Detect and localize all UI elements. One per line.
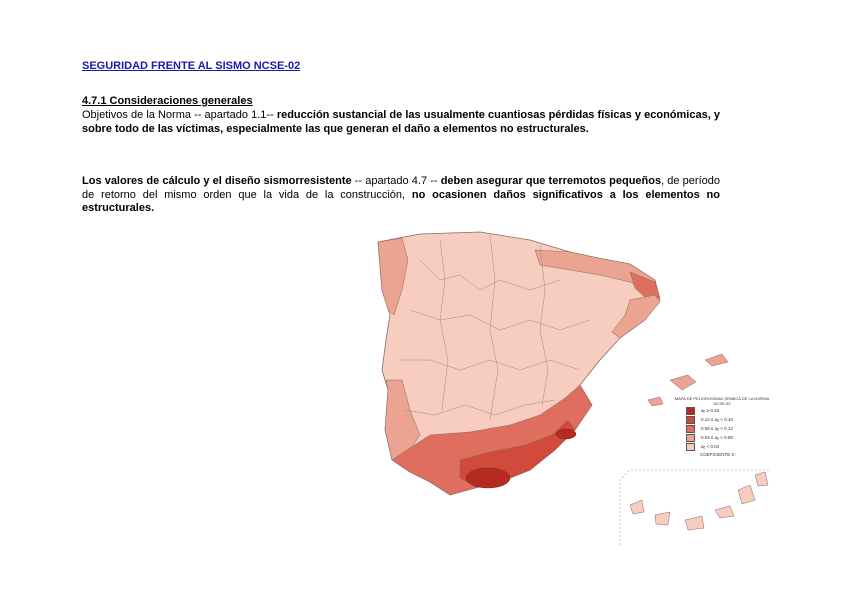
murcia-max-zone: [556, 429, 576, 439]
legend-coefficient: COEFICIENTE K:: [700, 452, 736, 457]
paragraph-objectives: [82, 109, 720, 136]
legend-label: aᵦ < 0.04: [701, 444, 720, 449]
design-bold-3: no ocasionen daños significativos a los elementos no estructurales.: [82, 188, 720, 214]
legend-label: 0.08 ≤ aᵦ < 0.12: [701, 426, 733, 431]
legend-swatch: [686, 434, 695, 442]
legend-swatch: [686, 407, 695, 415]
objectives-text: Objetivos de la Norma -- apartado 1.1--: [82, 109, 277, 121]
legend-item: [674, 415, 770, 424]
section-heading: 4.7.1 Consideraciones generales: [82, 95, 253, 107]
map-legend: [674, 396, 770, 457]
legend-item: [674, 406, 770, 415]
page-title: SEGURIDAD FRENTE AL SISMO NCSE-02: [82, 60, 301, 72]
granada-max-zone: [466, 468, 510, 488]
legend-title: MAPA DE PELIGROSIDAD SÍSMICA DE LA NORMA NCSE-02: [674, 396, 770, 406]
seismic-hazard-map: [330, 220, 770, 545]
design-bold-2: deben asegurar que terremotos pequeños: [440, 175, 662, 187]
objectives-bold: reducción sustancial de las usualmente cuantiosas pérdidas físicas y económicas, y sobre todo de las víctimas, especialmente las que generan el daño a elementos no estructurales.: [82, 109, 720, 135]
legend-label: aᵦ ≥ 0.16: [701, 408, 719, 413]
legend-swatch: [686, 416, 695, 424]
legend-label: 0.04 ≤ aᵦ < 0.08: [701, 435, 733, 440]
design-text-2: , de período de retorno del mismo orden que la vida de la construcción,: [82, 175, 720, 201]
legend-label: 0.12 ≤ aᵦ < 0.16: [701, 417, 733, 422]
legend-swatch: [686, 425, 695, 433]
design-bold-1: Los valores de cálculo y el diseño sismorresistente: [82, 175, 352, 187]
design-text-1: -- apartado 4.7 --: [351, 175, 441, 187]
canary-islands: [630, 472, 768, 530]
legend-item: [674, 442, 770, 451]
legend-swatch: [686, 443, 695, 451]
legend-item: [674, 433, 770, 442]
legend-item: [674, 424, 770, 433]
paragraph-design-values: [82, 175, 720, 216]
